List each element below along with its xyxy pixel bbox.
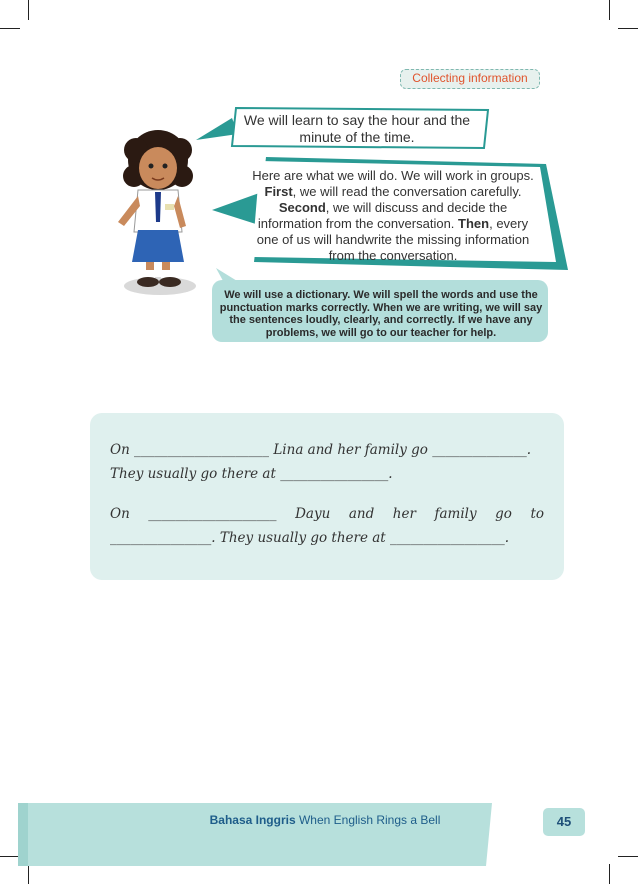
bubble-2-part1: Here are what we will do. We will work in groups. (252, 168, 534, 183)
exercise-line-2: They usually go there at ________________. (110, 466, 393, 482)
section-tag: Collecting information (400, 69, 540, 89)
bubble-2-then: Then (458, 216, 490, 231)
book-title: Bahasa Inggris (209, 813, 296, 827)
exercise-line-1: On ____________________ Lina and her family go ______________. (110, 442, 532, 458)
book-subtitle: When English Rings a Bell (295, 813, 441, 827)
bubble-2-text (250, 168, 536, 264)
bubble-2-second: Second (278, 200, 326, 215)
bubble-2-part3: , we will discuss and decide the information from the conversation. (257, 200, 508, 231)
exercise-paragraph-2: On ___________________ Dayu and her family go to _______________. They usually go there at _________________. (110, 506, 544, 546)
bubble-1-text: We will learn to say the hour and the minute of the time. (243, 112, 471, 145)
bubble-2-first: First (264, 184, 293, 199)
footer-title (160, 813, 490, 827)
page-number: 45 (543, 808, 585, 836)
bubble-2-part4: , every one of us will handwrite the missing information from the conversation. (256, 216, 530, 263)
bubble-2-part2: , we will read the conversation carefully. (292, 184, 522, 199)
exercise-paragraph-1 (110, 438, 544, 486)
student-girl-illustration (118, 130, 196, 295)
bubble-3-text: We will use a dictionary. We will spell the words and use the punctuation marks correctly. When we are writing, we will say the sentences loudly, clearly, and correctly. If we have any problems, we will go to our teacher for help. (219, 289, 543, 339)
